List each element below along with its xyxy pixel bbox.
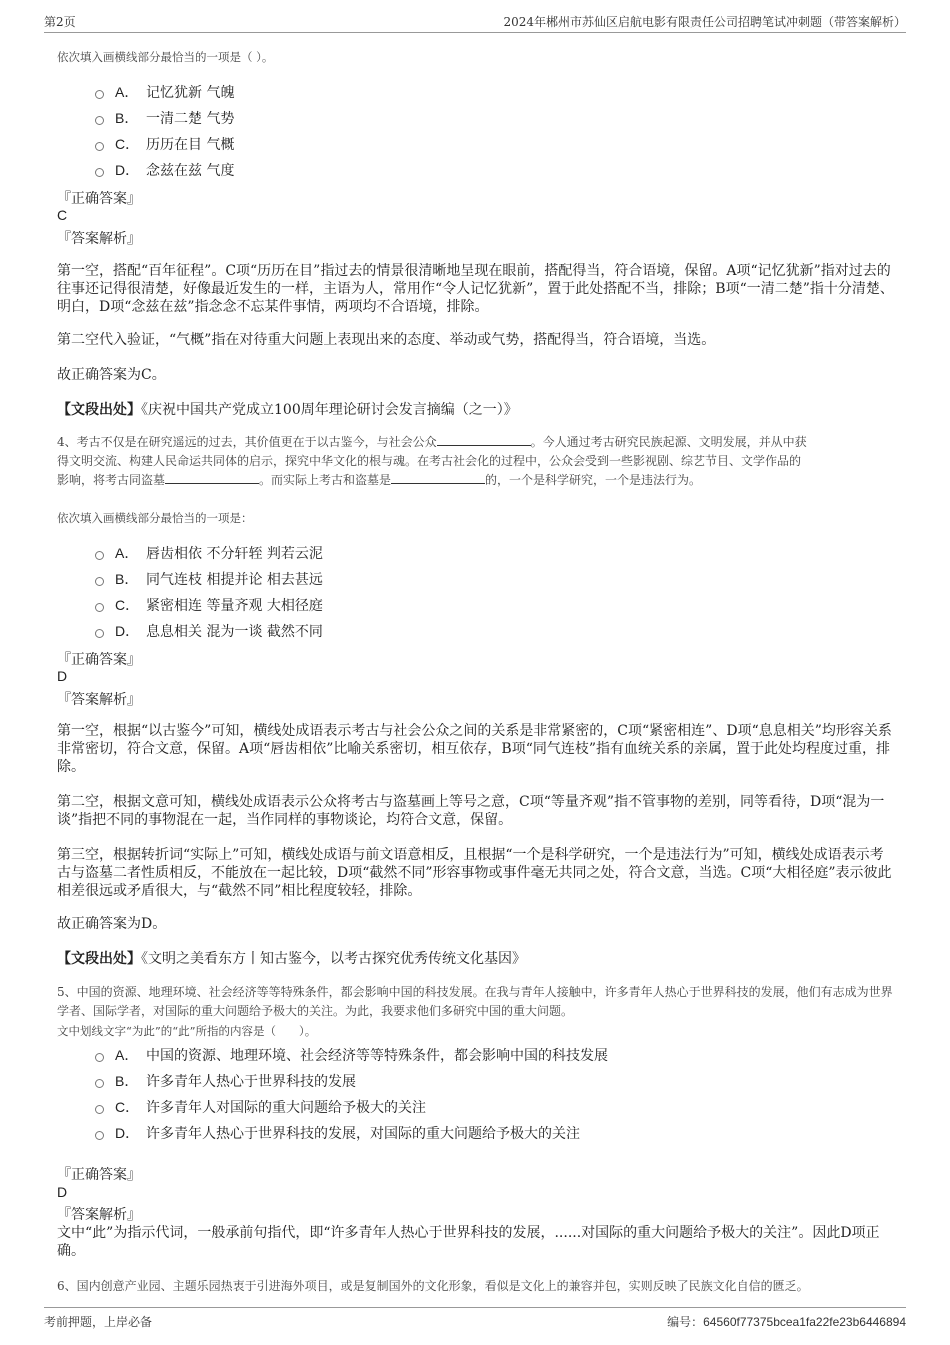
q3-analysis-label: 『答案解析』 [57,231,141,247]
blank-3 [391,471,485,484]
radio-icon[interactable] [95,551,104,560]
q4-analysis-p1: 第一空，根据“以古鉴今”可知，横线处成语表示考古与社会公众之间的关系是非常紧密的，C项“紧密相连”、D项“息息相关”均形容关系非常密切，符合文意，保留。A项“唇齿相依”比喻关系密切，相互依存，B项“同气连枝”指有血统关系的亲属，置于此处均程度过重，排除。 [57,723,892,775]
radio-icon[interactable] [95,1105,104,1114]
q3-answer: C [57,207,68,223]
q3-analysis-p3: 故正确答案为C。 [57,367,166,383]
q4-analysis-p2: 第二空，根据文意可知，横线处成语表示公众将考古与盗墓画上等号之意，C项“等量齐观”指不管事物的差别，同等看待，D项“混为一谈”指把不同的事物混在一起，当作同样的事物谈论，均符合文意，保留。 [57,794,885,828]
q3-source: 【文段出处】《庆祝中国共产党成立100周年理论研讨会发言摘编（之一）》 [57,402,518,418]
radio-icon[interactable] [95,90,104,99]
footer-slogan: 考前押题，上岸必备 [44,1315,153,1329]
q4-analysis-p4: 故正确答案为D。 [57,916,167,932]
q4-analysis-p3: 第三空，根据转折词“实际上”可知，横线处成语与前文语意相反，且根据“一个是科学研究，一个是违法行为”可知，横线处成语表示考古与盗墓二者性质相反，不能放在一起比较，D项“截然不同”形容事物或事件毫无共同之处，符合文意，当选。C项“大相径庭”表示彼此相差很远或矛盾很大，与“截然不同”相比程度较轻，排除。 [57,847,892,899]
radio-icon[interactable] [95,1131,104,1140]
q5-answer: D [57,1184,68,1200]
q5-analysis-label: 『答案解析』 [57,1207,141,1223]
q3-answer-label: 『正确答案』 [57,191,141,207]
q4-source: 【文段出处】《文明之美看东方丨知古鉴今，以考古探究优秀传统文化基因》 [57,951,526,967]
q4-analysis-label: 『答案解析』 [57,692,141,708]
q3-analysis-p1: 第一空，搭配“百年征程”。C项“历历在目”指过去的情景很清晰地呈现在眼前，搭配得当，符合语境，保留。A项“记忆犹新”指对过去的往事还记得很清楚，好像最近发生的一样，主语为人，常用作“令人记忆犹新”，置于此处搭配不当，排除；B项“一清二楚”指十分清楚、明白，D项“念兹在兹”指念念不忘某件事情，两项均不合语境，排除。 [57,263,894,315]
document-title: 2024年郴州市苏仙区启航电影有限责任公司招聘笔试冲刺题（带答案解析） [503,15,906,29]
q5-stem: 5、中国的资源、地理环境、社会经济等等特殊条件，都会影响中国的科技发展。在我与青年人接触中，许多青年人热心于世界科技的发展，他们有志成为世界学者、国际学者，对国际的重大问题给予极大的关注。为此，我要求他们多研究中国的重大问题。 [57,985,893,1018]
q5-option-a[interactable]: A． 中国的资源、地理环境、社会经济等等特殊条件，都会影响中国的科技发展 [95,1045,608,1065]
footer-divider [44,1307,906,1308]
radio-icon[interactable] [95,116,104,125]
q3-option-d[interactable]: D． 念兹在兹 气度 [95,160,234,180]
q5-option-c[interactable]: C． 许多青年人对国际的重大问题给予极大的关注 [95,1097,426,1117]
radio-icon[interactable] [95,1079,104,1088]
q3-option-c[interactable]: C． 历历在目 气概 [95,134,234,154]
q4-option-b[interactable]: B． 同气连枝 相提并论 相去甚远 [95,569,323,589]
q5-answer-label: 『正确答案』 [57,1167,141,1183]
q6-stem: 6、国内创意产业园、主题乐园热衷于引进海外项目，或是复制国外的文化形象，看似是文化上的兼容并包，实则反映了民族文化自信的匮乏。 [57,1279,809,1293]
q4-option-a[interactable]: A． 唇齿相依 不分轩轾 判若云泥 [95,543,323,563]
footer-code: 编号：64560f77375bcea1fa22fe23b6446894 [667,1315,906,1329]
q4-prompt: 依次填入画横线部分最恰当的一项是： [57,511,253,525]
radio-icon[interactable] [95,577,104,586]
q5-prompt: 文中划线文字“为此”的“此”所指的内容是（ ）。 [57,1024,317,1038]
q4-option-c[interactable]: C． 紧密相连 等量齐观 大相径庭 [95,595,323,615]
q3-option-a[interactable]: A． 记忆犹新 气魄 [95,82,234,102]
q4-stem: 4、考古不仅是在研究遥远的过去，其价值更在于以古鉴今，与社会公众 。今人通过考古研究民族起源、文明发展，并从中获 得文明交流、构建人民命运共同体的启示，探究中华文化的根与魂。在考古社会化的过程中，公众会受到一些影视剧、综艺节目、文学作品的 影响，将考古同盗墓 。而实际上考古和盗墓是 的，一个是科学研究，一个是违法行为。 [57,435,807,487]
q3-option-b[interactable]: B． 一清二楚 气势 [95,108,234,128]
radio-icon[interactable] [95,1053,104,1062]
radio-icon[interactable] [95,142,104,151]
q5-option-b[interactable]: B． 许多青年人热心于世界科技的发展 [95,1071,356,1091]
blank-1 [437,433,531,446]
radio-icon[interactable] [95,168,104,177]
blank-2 [165,471,259,484]
header-divider [44,32,906,33]
q3-prompt: 依次填入画横线部分最恰当的一项是（ ）。 [57,50,274,64]
radio-icon[interactable] [95,629,104,638]
q3-analysis-p2: 第二空代入验证，“气概”指在对待重大问题上表现出来的态度、举动或气势，搭配得当，符合语境，当选。 [57,332,716,348]
q5-analysis: 文中“此”为指示代词，一般承前句指代，即“许多青年人热心于世界科技的发展，......对国际的重大问题给予极大的关注”。因此D项正确。 [57,1225,880,1259]
q4-answer-label: 『正确答案』 [57,652,141,668]
q4-answer: D [57,668,68,684]
q5-option-d[interactable]: D． 许多青年人热心于世界科技的发展，对国际的重大问题给予极大的关注 [95,1123,580,1143]
q4-option-d[interactable]: D． 息息相关 混为一谈 截然不同 [95,621,323,641]
page-number: 第2页 [44,15,76,29]
radio-icon[interactable] [95,603,104,612]
